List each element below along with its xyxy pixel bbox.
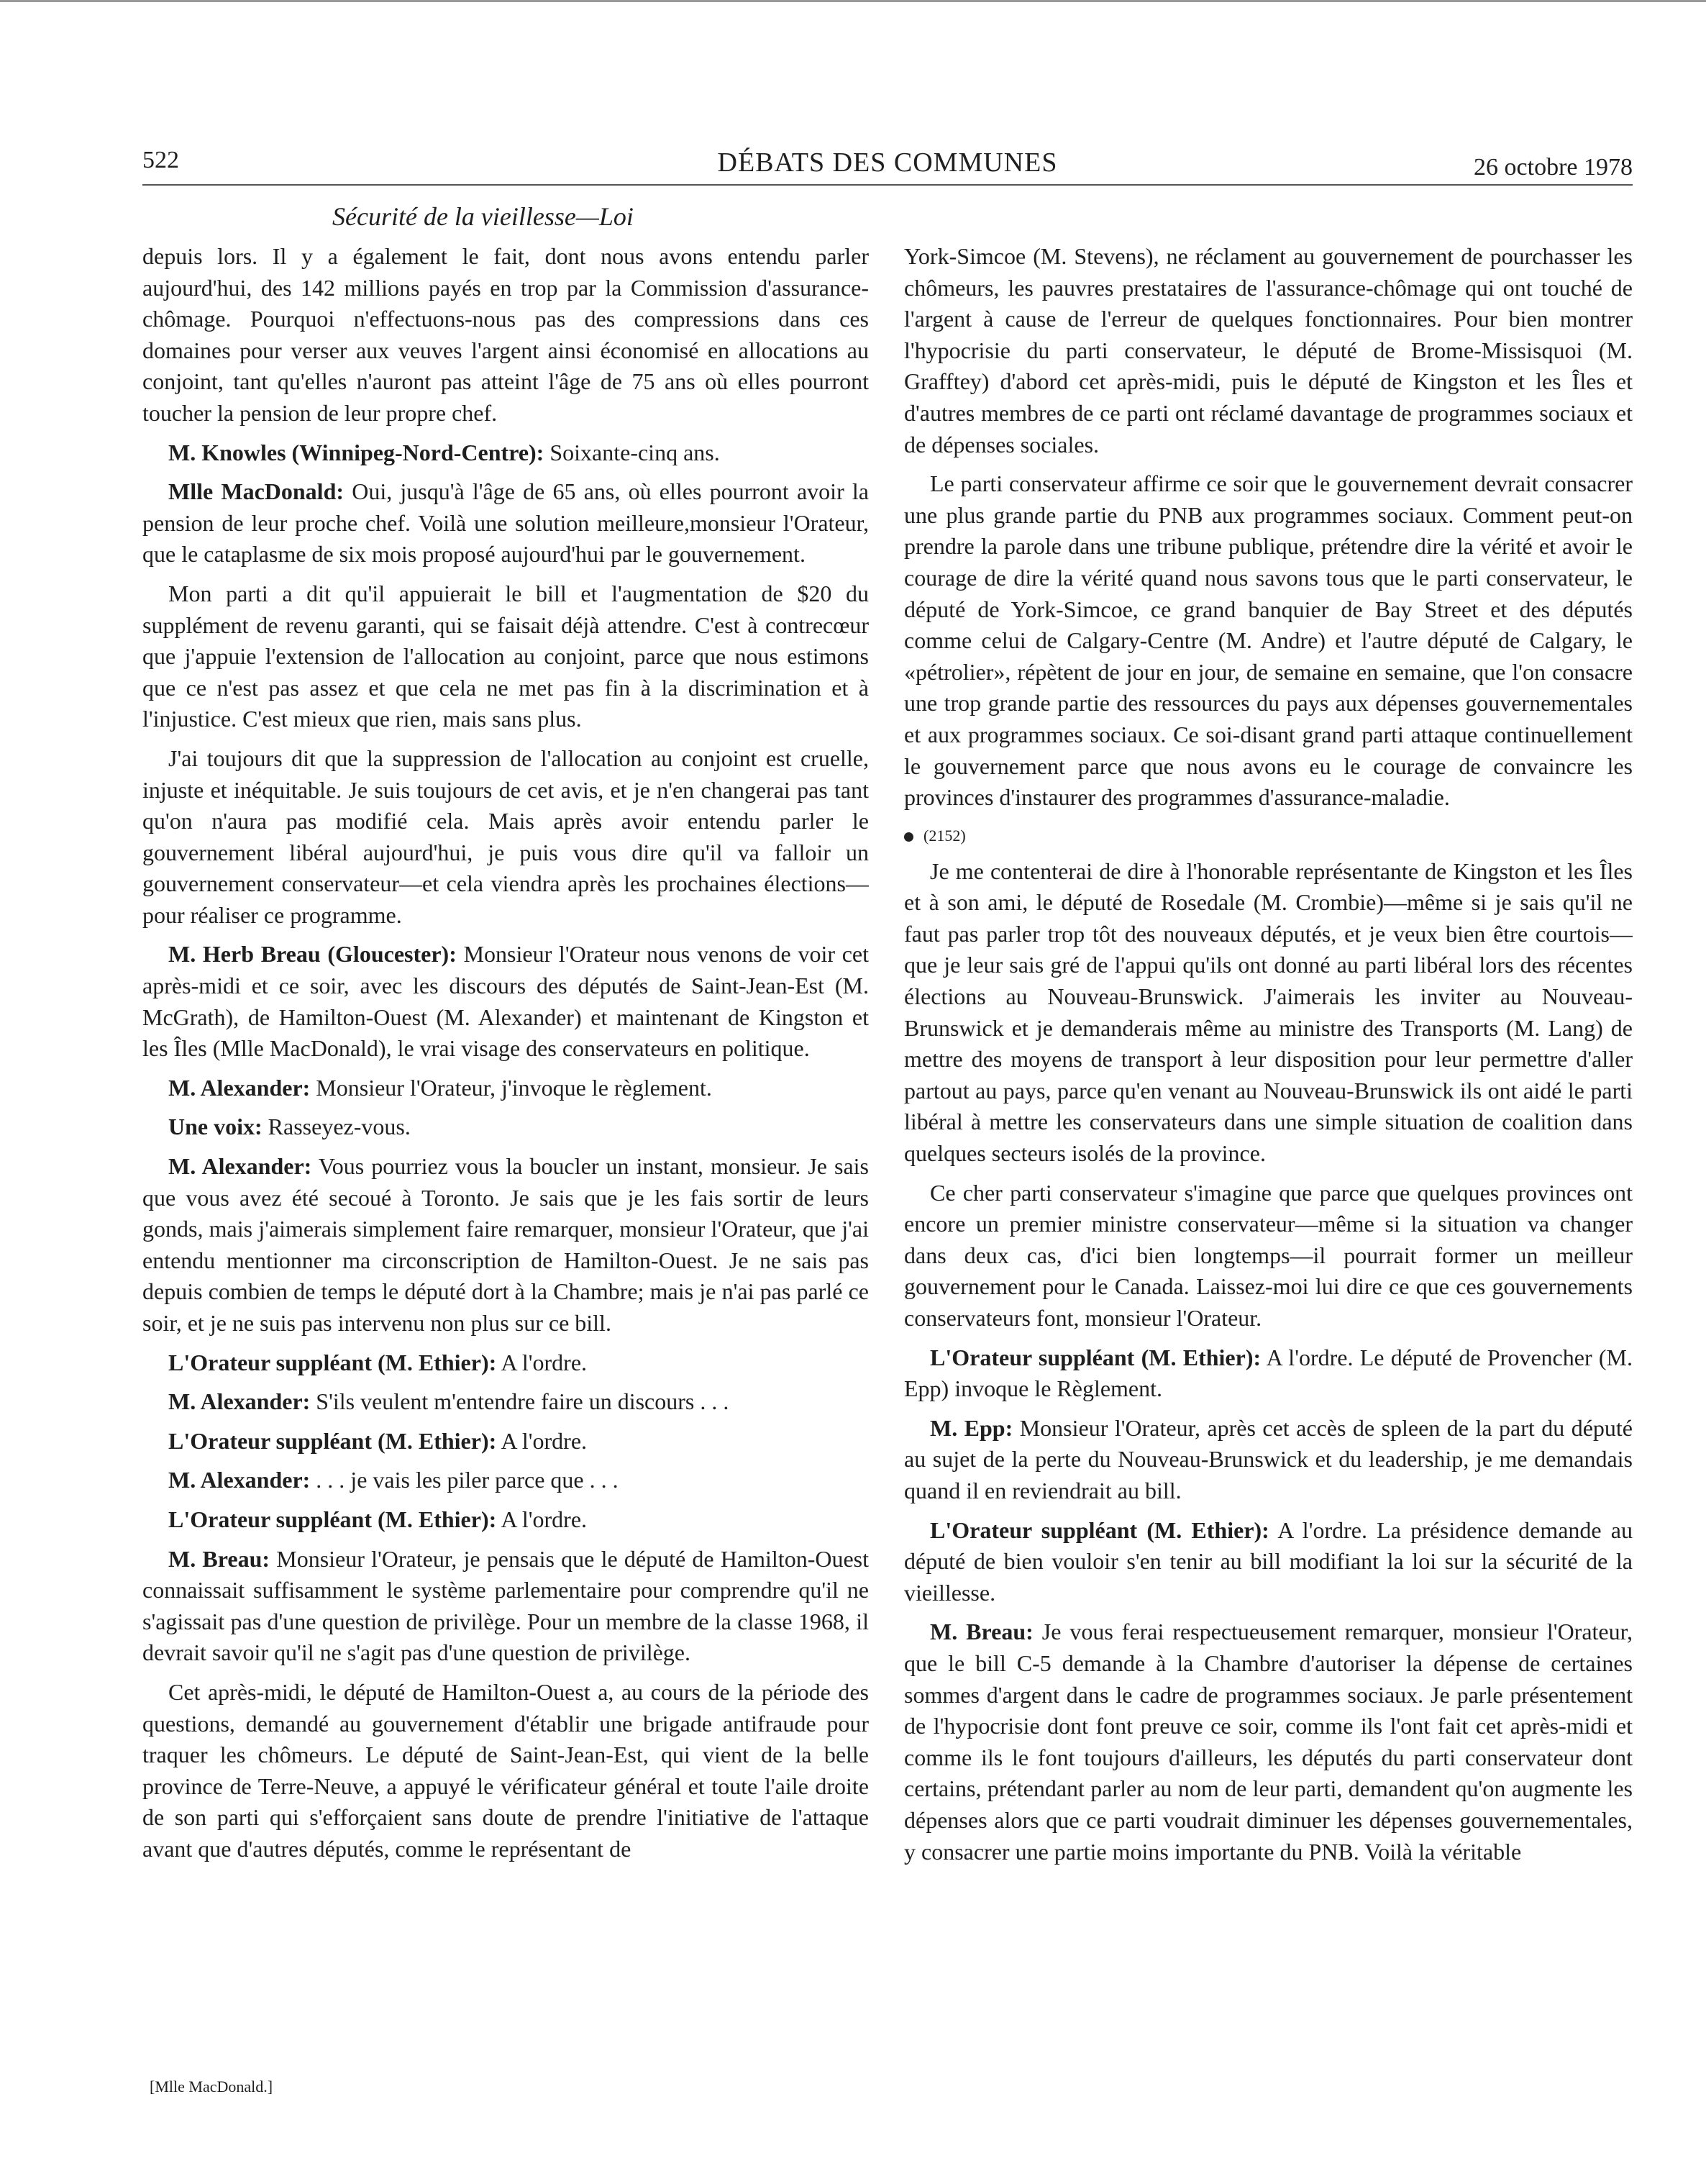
paragraph: Ce cher parti conservateur s'imagine que parce que quelques provinces ont encore un premier ministre conservateur—même si la situation va changer dans deux cas, d'ici bien longtemps—il pourrait former un meilleur gouvernement pour le Canada. Laissez-moi lui dire ce que ces gouvernements conservateurs font, monsieur l'Orateur. [904,1179,1633,1331]
paragraph: M. Alexander: S'ils veulent m'entendre faire un discours . . . [168,1388,729,1415]
speaker-name: M. Breau: [930,1619,1034,1645]
speaker-name: L'Orateur suppléant (M. Ethier): [168,1349,497,1375]
speaker-name: M. Alexander: [168,1074,311,1101]
paragraph: M. Alexander: Monsieur l'Orateur, j'invoque le règlement. [168,1074,712,1101]
time-marker: (2152) [904,822,1633,850]
page-header [142,144,1633,188]
paragraph: Je me contenterai de dire à l'honorable représentante de Kingston et les Îles et à son ami, le député de Rosedale (M. Crombie)—même si je sais qu'il ne faut pas parler trop tôt des nouveaux députés, et je veux bien être courtois—que je leur sais gré de l'appui qu'ils ont donné au parti libéral lors des récentes élections au Nouveau-Brunswick. J'aimerais les inviter au Nouveau-Brunswick et je demanderais même au ministre des Transports (M. Lang) de mettre des moyens de transport à leur disposition pour leur permettre d'aller partout au pays, parce qu'en venant au Nouveau-Brunswick ils ont aidé le parti libéral à mettre les conservateurs dans une simple situation de coalition dans quelques secteurs isolés de la province. [904,857,1633,1167]
speaker-name: M. Knowles (Winnipeg-Nord-Centre): [168,439,544,465]
bullet-icon [904,832,913,842]
speaker-name: L'Orateur suppléant (M. Ethier): [930,1516,1269,1543]
paragraph: L'Orateur suppléant (M. Ethier): A l'ordre. Le député de Provencher (M. Epp) invoque le Règlement. [904,1344,1633,1402]
speaker-name: M. Alexander: [168,1153,312,1180]
speaker-name: M. Breau: [168,1545,270,1572]
speaker-name: M. Alexander: [168,1467,311,1493]
header-rule [142,184,1633,186]
paragraph: M. Knowles (Winnipeg-Nord-Centre): Soixante-cinq ans. [168,439,720,465]
speaker-name: M. Epp: [930,1414,1013,1441]
paragraph: York-Simcoe (M. Stevens), ne réclament au gouvernement de pourchasser les chômeurs, les pauvres prestataires de l'assurance-chômage qui ont touché de l'argent à cause de l'erreur de quelques fonctionnaires. Pour bien montrer l'hypocrisie du parti conservateur, le député de Brome-Missisquoi (M. Grafftey) d'abord cet après-midi, puis le député de Kingston et les Îles et d'autres membres de ce parti ont réclamé davantage de programmes sociaux et de dépenses sociales. [904,243,1633,458]
paragraph: M. Breau: Monsieur l'Orateur, je pensais que le député de Hamilton-Ouest connaissait suffisamment le système parlementaire pour comprendre qu'il ne s'agissait pas d'une question de privilège. Pour un membre de la classe 1968, il devrait savoir qu'il ne s'agit pas d'une question de privilège. [142,1545,869,1666]
publication-title: DÉBATS DES COMMUNES [717,147,1058,178]
paragraph: M. Alexander: Vous pourriez vous la boucler un instant, monsieur. Je sais que vous avez été secoué à Toronto. Je sais que je les fais sortir de leurs gonds, mais j'aimerais simplement faire remarquer, monsieur l'Orateur, que j'ai entendu mentionner ma circonscription de Hamilton-Ouest. Je ne sais pas depuis combien de temps le député dort à la Chambre; mais je n'ai pas parlé ce soir, et je ne suis pas intervenu non plus sur ce bill. [142,1153,869,1336]
speaker-name: L'Orateur suppléant (M. Ethier): [168,1427,497,1454]
page-edge [0,0,1706,2]
paragraph: M. Breau: Je vous ferai respectueusement remarquer, monsieur l'Orateur, que le bill C-5 demande à la Chambre d'autoriser la dépense de certaines sommes d'argent dans le cadre de programmes sociaux. Je parle présentement de l'hypocrisie dont font preuve ce soir, comme ils l'ont fait cet après-midi et comme ils le font toujours d'ailleurs, les députés du parti conservateur dont certains, prétendant parler au nom de leur parti, demandent qu'on augmente les dépenses alors que ce parti voudrait diminuer les dépenses gouvernementales, y consacrer une partie moins importante du PNB. Voilà la véritable [904,1619,1633,1865]
paragraph: L'Orateur suppléant (M. Ethier): A l'ordre. [168,1349,588,1375]
paragraph: L'Orateur suppléant (M. Ethier): A l'ordre. La présidence demande au député de bien vouloir s'en tenir au bill modifiant la loi sur la sécurité de la vieillesse. [904,1516,1633,1606]
paragraph: Une voix: Rasseyez-vous. [168,1114,411,1140]
paragraph: depuis lors. Il y a également le fait, dont nous avons entendu parler aujourd'hui, des 142 millions payés en trop par la Commission d'assurance-chômage. Pourquoi n'effectuons-nous pas des compressions dans ces domaines pour verser aux veuves l'argent ainsi économisé en allocations au conjoint, tant qu'elles n'auront pas atteint l'âge de 75 ans où elles pourront toucher la pension de leur propre chef. [142,243,869,426]
paragraph: M. Epp: Monsieur l'Orateur, après cet accès de spleen de la part du député au sujet de la perte du Nouveau-Brunswick et du leadership, je me demandais quand il en reviendrait au bill. [904,1414,1633,1503]
page-date: 26 octobre 1978 [1474,154,1633,181]
speaker-name: M. Alexander: [168,1388,311,1415]
speaker-name: L'Orateur suppléant (M. Ethier): [168,1506,497,1532]
speaker-name: L'Orateur suppléant (M. Ethier): [930,1344,1262,1370]
speaker-name: Mlle MacDonald: [168,478,345,505]
speaker-name: Une voix: [168,1114,263,1140]
paragraph: Mon parti a dit qu'il appuierait le bill et l'augmentation de $20 du supplément de revenu garanti, qui se faisait déjà attendre. C'est à contrecœur que j'appuie l'extension de l'allocation au conjoint, parce que nous estimons que ce n'est pas assez et que cela ne met pas fin à la discrimination et à l'injustice. C'est mieux que rien, mais sans plus. [142,580,869,732]
left-column [142,241,869,2083]
paragraph: J'ai toujours dit que la suppression de l'allocation au conjoint est cruelle, injuste et inéquitable. Je suis toujours de cet avis, et je n'en changerai pas tant qu'on n'aura pas modifié cela. Mais après avoir entendu parler le gouvernement libéral aujourd'hui, je puis vous dire qu'il va falloir un gouvernement conservateur—et cela viendra après les prochaines élections—pour réaliser ce programme. [142,745,869,928]
footnote: [Mlle MacDonald.] [150,2078,273,2096]
paragraph: L'Orateur suppléant (M. Ethier): A l'ordre. [168,1427,588,1454]
paragraph: M. Alexander: . . . je vais les piler parce que . . . [168,1467,619,1493]
paragraph: Mlle MacDonald: Oui, jusqu'à l'âge de 65 ans, où elles pourront avoir la pension de leur proche chef. Voilà une solution meilleure,monsieur l'Orateur, que le cataplasme de six mois proposé aujourd'hui par le gouvernement. [142,478,869,568]
paragraph: M. Herb Breau (Gloucester): Monsieur l'Orateur nous venons de voir cet après-midi et ce soir, avec les discours des députés de Saint-Jean-Est (M. McGrath), de Hamilton-Ouest (M. Alexander) et maintenant de Kingston et les Îles (Mlle MacDonald), le vrai visage des conservateurs en politique. [142,941,869,1062]
paragraph: Cet après-midi, le député de Hamilton-Ouest a, au cours de la période des questions, demandé au gouvernement d'établir une brigade antifraude pour traquer les chômeurs. Le député de Saint-Jean-Est, qui vient de la belle province de Terre-Neuve, a appuyé le vérificateur général et toute l'aile droite de son parti qui s'efforçaient sans doute de prendre l'initiative de l'attaque avant que d'autres députés, comme le représentant de [142,1678,869,1862]
paragraph: L'Orateur suppléant (M. Ethier): A l'ordre. [168,1506,588,1532]
paragraph: Le parti conservateur affirme ce soir que le gouvernement devrait consacrer une plus grande partie du PNB aux programmes sociaux. Comment peut-on prendre la parole dans une tribune publique, prétendre dire la vérité et avoir le courage de dire la vérité quand nous savons tous que le parti conservateur, le député de York-Simcoe, ce grand banquier de Bay Street et des députés comme celui de Calgary-Centre (M. Andre) et l'autre député de Calgary, le «pétrolier», répètent de jour en jour, de semaine en semaine, que l'on consacre une trop grande partie des ressources du pays aux dépenses gouvernementales et aux programmes sociaux. Ce soi-disant grand parti attaque continuellement le gouvernement parce que nous avons eu le courage de convaincre les provinces d'instaurer des programmes d'assurance-maladie. [904,470,1633,811]
right-column [904,241,1633,2083]
speaker-name: M. Herb Breau (Gloucester): [168,941,457,968]
page-number: 522 [142,147,179,173]
running-head: Sécurité de la vieillesse—Loi [332,202,634,231]
